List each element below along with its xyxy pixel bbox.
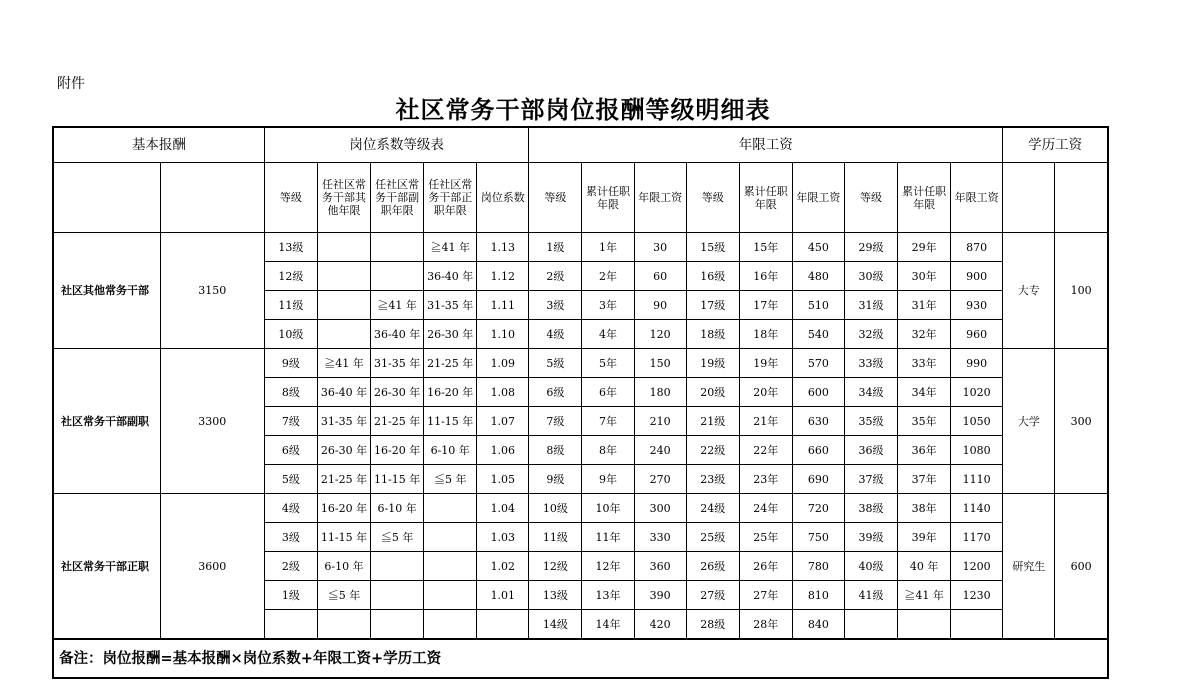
seniority-grade: 12级 xyxy=(529,552,582,581)
coefficient: 1.11 xyxy=(477,291,529,320)
note-text: 备注：岗位报酬=基本报酬×岗位系数+年限工资+学历工资 xyxy=(53,639,1108,678)
coefficient: 1.05 xyxy=(477,465,529,494)
subheader-chief-years: 任社区常务干部正职年限 xyxy=(424,163,477,233)
seniority-grade: 20级 xyxy=(686,378,739,407)
subheader-cumulative-years: 累计任职年限 xyxy=(898,163,951,233)
cumulative-years: 40 年 xyxy=(898,552,951,581)
seniority-grade: 18级 xyxy=(686,320,739,349)
vice-years xyxy=(371,262,424,291)
chief-years: 21-25 年 xyxy=(424,349,477,378)
seniority-grade: 9级 xyxy=(529,465,582,494)
other-years: 31-35 年 xyxy=(317,407,370,436)
seniority-grade: 27级 xyxy=(686,581,739,610)
seniority-wage: 270 xyxy=(634,465,686,494)
attachment-label: 附件 xyxy=(57,76,85,92)
subheader-seniority-wage: 年限工资 xyxy=(792,163,844,233)
subheader-seniority-wage: 年限工资 xyxy=(634,163,686,233)
group-base-pay: 3600 xyxy=(160,494,264,640)
subheader-row xyxy=(53,163,1108,233)
cumulative-years: 15年 xyxy=(739,233,792,262)
seniority-wage: 480 xyxy=(792,262,844,291)
subheader-coefficient: 岗位系数 xyxy=(477,163,529,233)
header-education: 学历工资 xyxy=(1003,127,1108,163)
coef-grade: 2级 xyxy=(264,552,317,581)
cumulative-years: 12年 xyxy=(582,552,634,581)
seniority-wage: 390 xyxy=(634,581,686,610)
vice-years: 31-35 年 xyxy=(371,349,424,378)
chief-years: 36-40 年 xyxy=(424,262,477,291)
vice-years: 36-40 年 xyxy=(371,320,424,349)
cumulative-years xyxy=(898,610,951,640)
page-title: 社区常务干部岗位报酬等级明细表 xyxy=(395,95,771,124)
cumulative-years: 32年 xyxy=(898,320,951,349)
coefficient: 1.10 xyxy=(477,320,529,349)
coef-grade: 11级 xyxy=(264,291,317,320)
seniority-wage: 540 xyxy=(792,320,844,349)
cumulative-years: 36年 xyxy=(898,436,951,465)
seniority-grade: 39级 xyxy=(844,523,897,552)
cumulative-years: 6年 xyxy=(582,378,634,407)
vice-years: ≦5 年 xyxy=(371,523,424,552)
coefficient: 1.01 xyxy=(477,581,529,610)
seniority-wage: 1140 xyxy=(951,494,1003,523)
group-base-pay: 3300 xyxy=(160,349,264,494)
coefficient: 1.12 xyxy=(477,262,529,291)
seniority-wage: 240 xyxy=(634,436,686,465)
seniority-grade: 6级 xyxy=(529,378,582,407)
other-years xyxy=(317,291,370,320)
seniority-grade xyxy=(844,610,897,640)
chief-years: 16-20 年 xyxy=(424,378,477,407)
seniority-grade: 40级 xyxy=(844,552,897,581)
cumulative-years: 33年 xyxy=(898,349,951,378)
seniority-wage: 420 xyxy=(634,610,686,640)
seniority-grade: 13级 xyxy=(529,581,582,610)
seniority-grade: 10级 xyxy=(529,494,582,523)
subheader-seniority-grade: 等级 xyxy=(844,163,897,233)
chief-years: ≧41 年 xyxy=(424,233,477,262)
subheader-blank-edu-wage xyxy=(1055,163,1108,233)
seniority-grade: 11级 xyxy=(529,523,582,552)
coef-grade: 1级 xyxy=(264,581,317,610)
seniority-wage: 1230 xyxy=(951,581,1003,610)
other-years xyxy=(317,320,370,349)
chief-years xyxy=(424,494,477,523)
seniority-grade: 14级 xyxy=(529,610,582,640)
seniority-wage: 780 xyxy=(792,552,844,581)
seniority-grade: 31级 xyxy=(844,291,897,320)
seniority-wage: 900 xyxy=(951,262,1003,291)
cumulative-years: 3年 xyxy=(582,291,634,320)
cumulative-years: 38年 xyxy=(898,494,951,523)
vice-years xyxy=(371,581,424,610)
vice-years xyxy=(371,552,424,581)
seniority-grade: 19级 xyxy=(686,349,739,378)
cumulative-years: 17年 xyxy=(739,291,792,320)
header-coefficient-table: 岗位系数等级表 xyxy=(264,127,529,163)
cumulative-years: 18年 xyxy=(739,320,792,349)
coefficient: 1.09 xyxy=(477,349,529,378)
coefficient: 1.08 xyxy=(477,378,529,407)
coefficient: 1.06 xyxy=(477,436,529,465)
cumulative-years: 24年 xyxy=(739,494,792,523)
cumulative-years: 35年 xyxy=(898,407,951,436)
seniority-wage: 150 xyxy=(634,349,686,378)
seniority-wage: 660 xyxy=(792,436,844,465)
seniority-grade: 36级 xyxy=(844,436,897,465)
table-row xyxy=(53,349,1108,378)
cumulative-years: ≧41 年 xyxy=(898,581,951,610)
cumulative-years: 2年 xyxy=(582,262,634,291)
cumulative-years: 34年 xyxy=(898,378,951,407)
group-label: 社区常务干部正职 xyxy=(53,494,160,640)
seniority-wage: 90 xyxy=(634,291,686,320)
chief-years: ≦5 年 xyxy=(424,465,477,494)
cumulative-years: 21年 xyxy=(739,407,792,436)
seniority-grade: 38级 xyxy=(844,494,897,523)
subheader-cumulative-years: 累计任职年限 xyxy=(739,163,792,233)
seniority-grade: 37级 xyxy=(844,465,897,494)
seniority-wage xyxy=(951,610,1003,640)
cumulative-years: 13年 xyxy=(582,581,634,610)
seniority-grade: 30级 xyxy=(844,262,897,291)
education-level: 研究生 xyxy=(1003,494,1055,640)
seniority-wage: 870 xyxy=(951,233,1003,262)
vice-years xyxy=(371,610,424,640)
coef-grade: 8级 xyxy=(264,378,317,407)
coef-grade: 7级 xyxy=(264,407,317,436)
seniority-wage: 960 xyxy=(951,320,1003,349)
seniority-wage: 1200 xyxy=(951,552,1003,581)
seniority-wage: 1020 xyxy=(951,378,1003,407)
other-years xyxy=(317,233,370,262)
seniority-grade: 26级 xyxy=(686,552,739,581)
seniority-wage: 810 xyxy=(792,581,844,610)
other-years xyxy=(317,262,370,291)
seniority-wage: 1110 xyxy=(951,465,1003,494)
seniority-wage: 630 xyxy=(792,407,844,436)
seniority-grade: 17级 xyxy=(686,291,739,320)
seniority-grade: 29级 xyxy=(844,233,897,262)
seniority-wage: 840 xyxy=(792,610,844,640)
vice-years: 6-10 年 xyxy=(371,494,424,523)
seniority-grade: 2级 xyxy=(529,262,582,291)
seniority-wage: 1170 xyxy=(951,523,1003,552)
cumulative-years: 9年 xyxy=(582,465,634,494)
seniority-wage: 990 xyxy=(951,349,1003,378)
seniority-wage: 360 xyxy=(634,552,686,581)
chief-years: 6-10 年 xyxy=(424,436,477,465)
subheader-seniority-wage: 年限工资 xyxy=(951,163,1003,233)
seniority-wage: 690 xyxy=(792,465,844,494)
education-level: 大专 xyxy=(1003,233,1055,349)
chief-years: 26-30 年 xyxy=(424,320,477,349)
group-label: 社区其他常务干部 xyxy=(53,233,160,349)
seniority-wage: 450 xyxy=(792,233,844,262)
coef-grade: 12级 xyxy=(264,262,317,291)
seniority-grade: 7级 xyxy=(529,407,582,436)
table-row xyxy=(53,494,1108,523)
cumulative-years: 11年 xyxy=(582,523,634,552)
education-wage: 600 xyxy=(1055,494,1108,640)
coef-grade xyxy=(264,610,317,640)
cumulative-years: 19年 xyxy=(739,349,792,378)
group-base-pay: 3150 xyxy=(160,233,264,349)
seniority-wage: 300 xyxy=(634,494,686,523)
pay-grade-table xyxy=(52,126,1109,679)
cumulative-years: 31年 xyxy=(898,291,951,320)
seniority-grade: 15级 xyxy=(686,233,739,262)
cumulative-years: 16年 xyxy=(739,262,792,291)
seniority-grade: 4级 xyxy=(529,320,582,349)
chief-years xyxy=(424,610,477,640)
cumulative-years: 1年 xyxy=(582,233,634,262)
seniority-wage: 510 xyxy=(792,291,844,320)
other-years: ≦5 年 xyxy=(317,581,370,610)
other-years: 26-30 年 xyxy=(317,436,370,465)
subheader-blank-basic-value xyxy=(160,163,264,233)
chief-years xyxy=(424,552,477,581)
cumulative-years: 28年 xyxy=(739,610,792,640)
coefficient xyxy=(477,610,529,640)
coef-grade: 4级 xyxy=(264,494,317,523)
cumulative-years: 39年 xyxy=(898,523,951,552)
vice-years: 21-25 年 xyxy=(371,407,424,436)
group-label: 社区常务干部副职 xyxy=(53,349,160,494)
seniority-grade: 16级 xyxy=(686,262,739,291)
seniority-grade: 32级 xyxy=(844,320,897,349)
seniority-grade: 33级 xyxy=(844,349,897,378)
cumulative-years: 25年 xyxy=(739,523,792,552)
other-years xyxy=(317,610,370,640)
cumulative-years: 14年 xyxy=(582,610,634,640)
coefficient: 1.02 xyxy=(477,552,529,581)
header-row xyxy=(53,127,1108,163)
coefficient: 1.07 xyxy=(477,407,529,436)
vice-years xyxy=(371,233,424,262)
cumulative-years: 23年 xyxy=(739,465,792,494)
seniority-wage: 720 xyxy=(792,494,844,523)
seniority-wage: 120 xyxy=(634,320,686,349)
vice-years: 11-15 年 xyxy=(371,465,424,494)
seniority-wage: 330 xyxy=(634,523,686,552)
subheader-blank-edu-level xyxy=(1003,163,1055,233)
cumulative-years: 7年 xyxy=(582,407,634,436)
coefficient: 1.13 xyxy=(477,233,529,262)
coef-grade: 6级 xyxy=(264,436,317,465)
education-level: 大学 xyxy=(1003,349,1055,494)
seniority-wage: 600 xyxy=(792,378,844,407)
coef-grade: 5级 xyxy=(264,465,317,494)
seniority-grade: 34级 xyxy=(844,378,897,407)
seniority-wage: 570 xyxy=(792,349,844,378)
table-row xyxy=(53,233,1108,262)
cumulative-years: 5年 xyxy=(582,349,634,378)
cumulative-years: 8年 xyxy=(582,436,634,465)
cumulative-years: 29年 xyxy=(898,233,951,262)
seniority-wage: 210 xyxy=(634,407,686,436)
seniority-grade: 1级 xyxy=(529,233,582,262)
seniority-wage: 180 xyxy=(634,378,686,407)
cumulative-years: 37年 xyxy=(898,465,951,494)
coefficient: 1.03 xyxy=(477,523,529,552)
seniority-grade: 22级 xyxy=(686,436,739,465)
seniority-wage: 930 xyxy=(951,291,1003,320)
header-basic: 基本报酬 xyxy=(53,127,264,163)
subheader-grade: 等级 xyxy=(264,163,317,233)
subheader-other-years: 任社区常务干部其他年限 xyxy=(317,163,370,233)
cumulative-years: 26年 xyxy=(739,552,792,581)
seniority-wage: 750 xyxy=(792,523,844,552)
seniority-wage: 1080 xyxy=(951,436,1003,465)
cumulative-years: 10年 xyxy=(582,494,634,523)
coef-grade: 10级 xyxy=(264,320,317,349)
coef-grade: 9级 xyxy=(264,349,317,378)
other-years: ≧41 年 xyxy=(317,349,370,378)
seniority-grade: 21级 xyxy=(686,407,739,436)
seniority-grade: 41级 xyxy=(844,581,897,610)
seniority-wage: 1050 xyxy=(951,407,1003,436)
other-years: 21-25 年 xyxy=(317,465,370,494)
seniority-grade: 3级 xyxy=(529,291,582,320)
chief-years xyxy=(424,523,477,552)
seniority-wage: 60 xyxy=(634,262,686,291)
other-years: 6-10 年 xyxy=(317,552,370,581)
subheader-vice-years: 任社区常务干部副职年限 xyxy=(371,163,424,233)
note-row xyxy=(53,639,1108,678)
seniority-grade: 23级 xyxy=(686,465,739,494)
cumulative-years: 20年 xyxy=(739,378,792,407)
other-years: 11-15 年 xyxy=(317,523,370,552)
coef-grade: 13级 xyxy=(264,233,317,262)
seniority-grade: 5级 xyxy=(529,349,582,378)
subheader-cumulative-years: 累计任职年限 xyxy=(582,163,634,233)
subheader-blank-basic-label xyxy=(53,163,160,233)
coef-grade: 3级 xyxy=(264,523,317,552)
header-seniority: 年限工资 xyxy=(529,127,1003,163)
seniority-wage: 30 xyxy=(634,233,686,262)
cumulative-years: 4年 xyxy=(582,320,634,349)
seniority-grade: 8级 xyxy=(529,436,582,465)
other-years: 36-40 年 xyxy=(317,378,370,407)
education-wage: 300 xyxy=(1055,349,1108,494)
seniority-grade: 35级 xyxy=(844,407,897,436)
education-wage: 100 xyxy=(1055,233,1108,349)
cumulative-years: 30年 xyxy=(898,262,951,291)
chief-years: 11-15 年 xyxy=(424,407,477,436)
subheader-seniority-grade: 等级 xyxy=(686,163,739,233)
vice-years: 16-20 年 xyxy=(371,436,424,465)
seniority-grade: 28级 xyxy=(686,610,739,640)
other-years: 16-20 年 xyxy=(317,494,370,523)
coefficient: 1.04 xyxy=(477,494,529,523)
chief-years xyxy=(424,581,477,610)
seniority-grade: 24级 xyxy=(686,494,739,523)
vice-years: ≧41 年 xyxy=(371,291,424,320)
subheader-seniority-grade: 等级 xyxy=(529,163,582,233)
cumulative-years: 22年 xyxy=(739,436,792,465)
vice-years: 26-30 年 xyxy=(371,378,424,407)
seniority-grade: 25级 xyxy=(686,523,739,552)
chief-years: 31-35 年 xyxy=(424,291,477,320)
cumulative-years: 27年 xyxy=(739,581,792,610)
